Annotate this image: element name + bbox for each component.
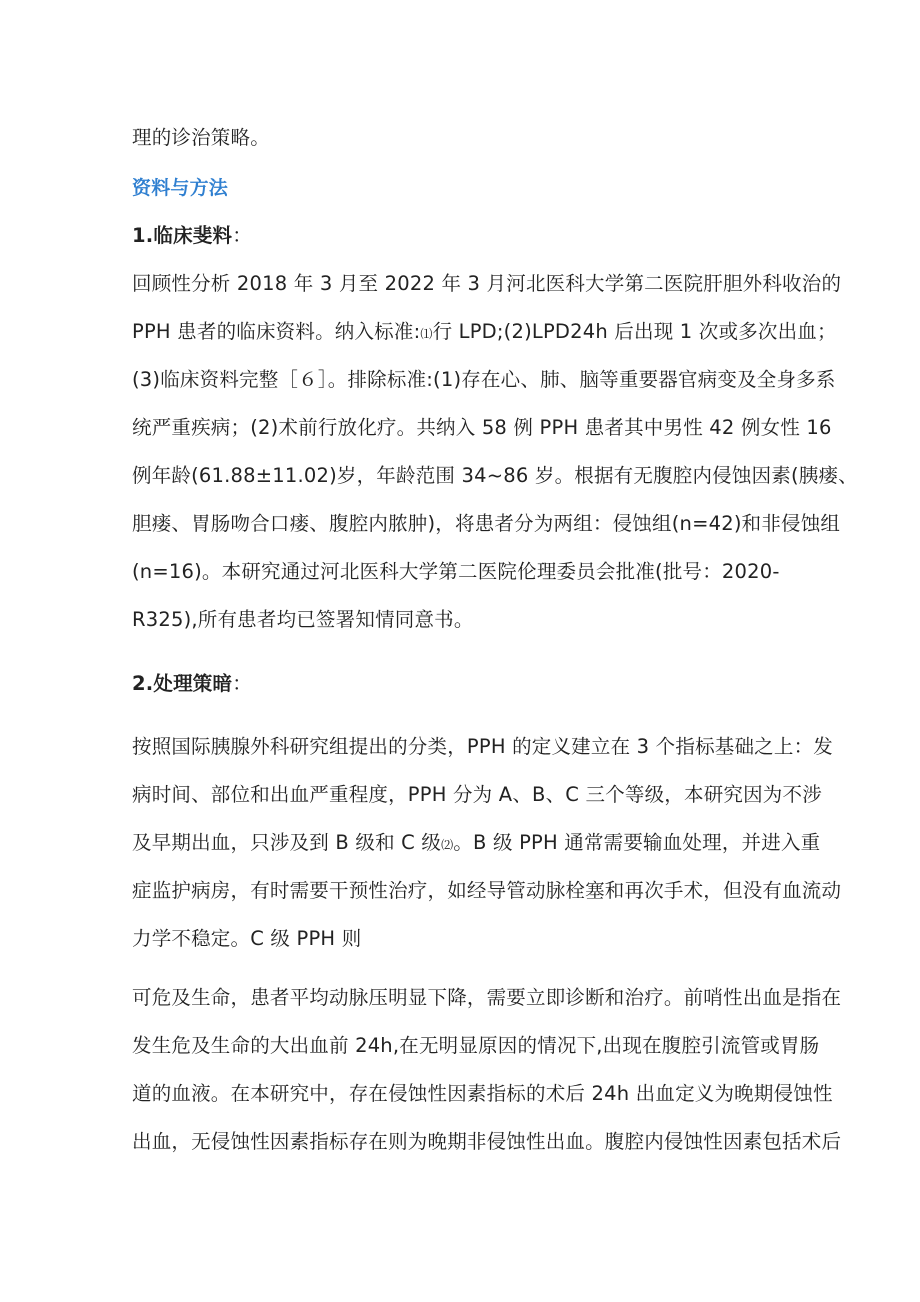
- para3-line: 发生危及生命的大出血前 24h,在无明显原因的情况下,出现在腹腔引流管或胃肠: [132, 1034, 820, 1057]
- subsection-2-heading: [132, 670, 252, 698]
- para1-line: (n=16)。本研究通过河北医科大学第二医院伦理委员会批准(批号：2020-: [132, 560, 780, 583]
- para1-line: 胆瘘、胃肠吻合口瘘、腹腔内脓肿)，将患者分为两组：侵蚀组(n=42)和非侵蚀组: [132, 512, 841, 535]
- para1-line: 回顾性分析 2018 年 3 月至 2022 年 3 月河北医科大学第二医院肝胆外科收治的: [132, 272, 842, 295]
- para2-text: 及早期出血，只涉及到 B 级和 C 级: [132, 831, 442, 854]
- para2-line: 力学不稳定。C 级 PPH 则: [132, 927, 362, 950]
- subsection-1-colon: ：: [232, 224, 252, 247]
- para1-line: [132, 318, 837, 348]
- para3-line: 出血，无侵蚀性因素指标存在则为晚期非侵蚀性出血。腹腔内侵蚀性因素包括术后: [132, 1130, 842, 1153]
- para2-line: 病时间、部位和出血严重程度，PPH 分为 A、B、C 三个等级，本研究因为不涉: [132, 783, 822, 806]
- para2-text: 。B 级 PPH 通常需要输血处理，并进入重: [453, 831, 821, 854]
- para3-line: 道的血液。在本研究中，存在侵蚀性因素指标的术后 24h 出血定义为晚期侵蚀性: [132, 1082, 833, 1105]
- para2-line: 按照国际胰腺外科研究组提出的分类，PPH 的定义建立在 3 个指标基础之上：发: [132, 735, 833, 758]
- para1-line: (3)临床资料完整［６］。排除标准:(1)存在心、肺、脑等重要器官病变及全身多系: [132, 368, 836, 391]
- citation-marker: ⑵: [441, 838, 454, 852]
- subsection-1-heading: [132, 222, 252, 250]
- para2-line: [132, 829, 820, 859]
- para1-line: 例年龄(61.88±11.02)岁，年龄范围 34~86 岁。根据有无腹腔内侵蚀因素(胰瘘、: [132, 464, 858, 487]
- para3-line: 可危及生命，患者平均动脉压明显下降，需要立即诊断和治疗。前哨性出血是指在: [132, 986, 842, 1009]
- citation-marker: ⑴: [420, 327, 433, 341]
- subsection-1-title: 1.临床斐料: [132, 224, 233, 247]
- subsection-2-title: 2.处理策暗: [132, 672, 233, 695]
- para1-text: 行 LPD;(2)LPD24h 后出现 1 次或多次出血；: [432, 320, 837, 343]
- para1-line: R325),所有患者均已签署知情同意书。: [132, 608, 474, 631]
- intro-tail: 理的诊治策略。: [132, 126, 270, 149]
- para1-text: PPH 患者的临床资料。纳入标准:: [132, 320, 421, 343]
- subsection-2-colon: ：: [232, 672, 252, 695]
- section-title: 资料与方法: [132, 177, 229, 199]
- para2-line: 症监护病房，有时需要干预性治疗，如经导管动脉栓塞和再次手术，但没有血流动: [132, 879, 842, 902]
- para1-line: 统严重疾病；(2)术前行放化疗。共纳入 58 例 PPH 患者其中男性 42 例女性 16: [132, 416, 832, 439]
